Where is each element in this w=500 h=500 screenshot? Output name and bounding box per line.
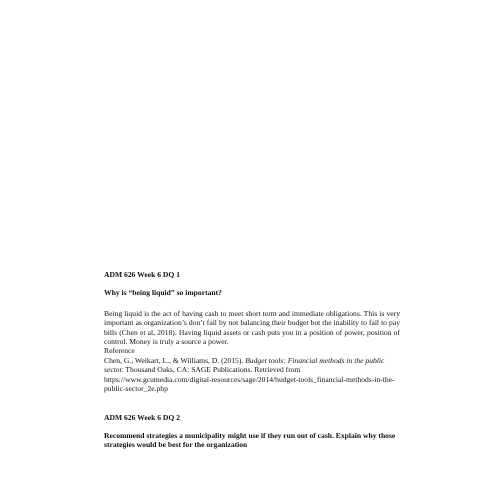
reference-entry <box>104 356 400 394</box>
dq1-question: Why is “being liquid” so important? <box>104 288 222 298</box>
reference-publisher: Thousand Oaks, CA: SAGE Publications. Retrieved from https://www.gcumedia.com/digital-resources/sage/2014/budget-tools_financial-methods-in-the-public-sector_2e.php <box>104 365 395 394</box>
dq2-heading: ADM 626 Week 6 DQ 2 <box>104 413 181 423</box>
reference-label: Reference <box>104 346 135 356</box>
reference-title: Budget tools: Financial methods in the public sector. <box>104 355 385 375</box>
dq1-answer: Being liquid is the act of having cash to meet short term and immediate obligations. This is very important as organization’s don’t fail by not balancing their budget but the inability to fail to pay bills (Chen et al, 2018). Having liquid assets or cash puts you in a position of power, position of control. Money is truly a source a power. <box>104 308 400 347</box>
reference-authors: Chen, G., Weikart, L., & Williams, D. (2015). <box>104 355 244 365</box>
dq2-question: Recommend strategies a municipality might use if they run out of cash. Explain why those strategies would be best for the organization <box>104 430 396 450</box>
document-content <box>104 270 400 450</box>
dq1-heading: ADM 626 Week 6 DQ 1 <box>104 270 181 279</box>
